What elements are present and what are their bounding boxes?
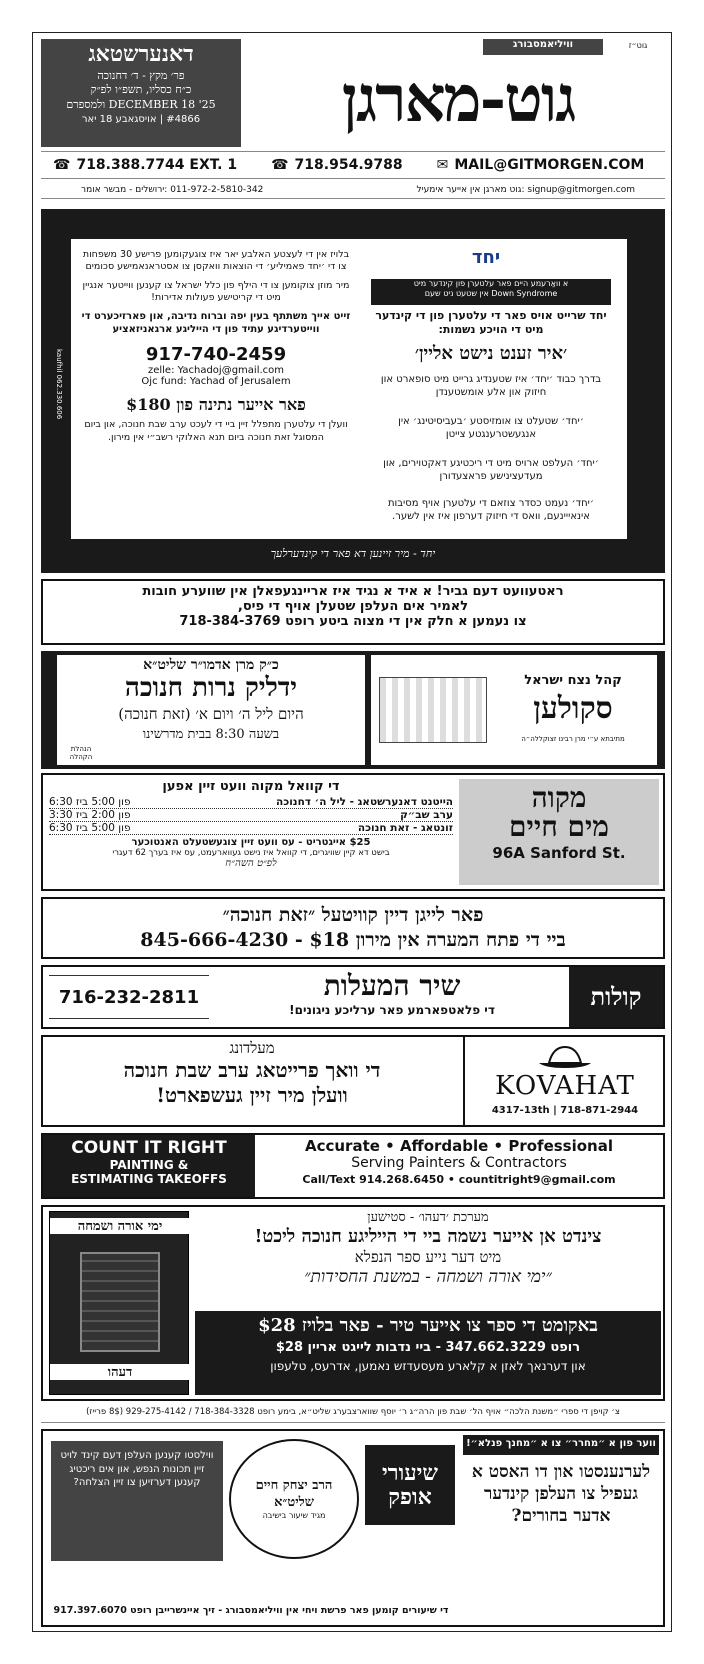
fax-icon: ☎ [271,157,289,173]
phone-secondary[interactable]: 718.954.9788 [294,157,403,173]
book-cover-title: ימי אורה ושמחה [50,1218,190,1234]
yachad-ojc: Ojc fund: Yachad of Jerusalem [141,376,291,388]
yachad-point-3: ׳יחד׳ העלפט ארויס מיט די ריכטיגע דאקטוירים, און מעדעצינישע פראצעדורן [383,458,599,482]
shiurim-question: לערנענסטו און דו האסט א געפיל צו העלפן קינדער אדער בחורים? [471,1462,651,1527]
yachad-left-text-3: זייט אייך משתתף בעין יפה וברוח נדיבה, און פארזיכערט די ווייטערדיגע עתיד פון די הייליגע ארגאניזאציע [81,311,351,336]
yachad-point-4: ׳יחד׳ נעמט כסדר צוזאם די עלטערן אויף מסיבות אינאייינעם, וואס די חיזוק דערפון איז אין לשער. [387,498,595,522]
yachad-slogan: ׳איר זענט נישט אליין׳ [414,343,568,364]
count-subtitle-1: PAINTING & [109,1158,189,1172]
mikva-note-2: בישט דא קיין שוויגרים, די קוואל איז נישט געווארעמט, עס איז בערך 62 דעגרי [112,848,390,858]
shir-content [219,969,565,1017]
rav-title: מגיד שיעור בישיבה [262,1510,326,1520]
issue-number: #4866 | אויסגאבע 18 יאר [81,113,201,125]
mishnas-halacha-strip: צ׳ קויפן די ספרי ״משנת הלכה״ אויף הל׳ שבת פון הרה״ג ר׳ יוסף שווארצבערג שליט״א, בימע רופט 718-384-3328 / 929-275-4142 (8$ פרייז) [41,1407,665,1423]
yachad-logo: יחד [471,246,501,268]
mikva-logo-block [459,779,659,885]
kovahat-address: 4317-13th | 718-871-2944 [491,1105,639,1116]
hat-icon [535,1043,595,1069]
count-title: COUNT IT RIGHT [71,1138,227,1158]
israel-contact: 011-972-2-5810-342 :ירושלים - מבשר אומר [81,184,264,195]
mikva-row: פון 2:00 ביז 3:30 ערב שב״ק [49,809,453,821]
book-content [195,1209,661,1287]
rav-name: הרב יצחק חיים שליט״א [255,1478,333,1510]
yachad-left-column [81,249,351,539]
ad-yachad [41,209,665,573]
count-subtitle-2: ESTIMATING TAKEOFFS [71,1172,227,1186]
book-head: מערכת ׳דעהו׳ - סטישען [367,1210,489,1225]
book-order-bar [195,1311,661,1395]
shir-phone-box [49,975,209,1019]
yachad-inner [55,239,627,539]
ad-rescue-gvir [41,579,665,645]
yachad-left-text-1: בלויז אין די לעצטע האלבע יאר איז צוגעקומען פרישע 30 משפחות צו די ׳יחד פאמיליע׳ די הוצאות וואקסן צו אסטראנאמישע סכומים [82,249,350,273]
skulen-kahal: קהל נצח ישראל [524,673,622,688]
newspaper-logo: גוט-מארגן [341,61,575,137]
mail-icon: ✉ [436,157,449,173]
kovahat-notice [47,1039,457,1108]
rescue-line-1: ראטעוועט דעם גביר! א איד א נגיד איז אריינגעפאלן אין שווערע חובות [142,584,564,599]
shiurim-question-head: ווער פון א ״מחרר״ צו א ״מחנך פנלא״! [463,1435,659,1455]
yachad-intro: יחד שרייט אויס פאר די עלטערן פון די קינדער מיט די הויכע נשמות: [375,309,607,336]
date-block [41,39,241,147]
skulen-subtitle: מתיבתא ע״י מרן רבינו זצוקללה״ה [521,735,625,743]
yachad-side-credit: kaufhil 062.330.606 [55,349,63,420]
count-serving: Serving Painters & Contractors [351,1155,567,1171]
book-line-1: צינדט אן אייער נשמה ביי די הייליגע חנוכה ליכט! [254,1226,602,1247]
masthead-small-label: גוט״ז [628,41,648,50]
shiurim-logo: שיעורי אופק [365,1445,455,1525]
count-tagline: Accurate • Affordable • Professional [304,1137,613,1155]
rav-emblem [229,1439,359,1559]
skulen-logo-block [371,655,657,765]
book-line-2: מיט דער נייע ספר הנפלא [354,1248,502,1267]
weekday: דאנערשטאג [88,41,194,67]
mikva-name-1: מקוה [531,781,587,814]
rescue-line-2: לאמיר אים העלפן שטעלן אויף די פיס, [237,598,469,614]
kovahat-notice-line-1: די וואך פרייטאג ערב שבת חנוכה [123,1058,381,1082]
mikva-row: פון 5:00 ביז 6:30 הייטנט דאנערשטאג - ליל ה׳ דחנוכה [49,796,453,808]
count-contact[interactable]: Call/Text 914.268.6450 • countitright9@gmail.com [302,1173,616,1186]
book-call[interactable]: רופט 347.662.3229 - ביי נדבות לייגט אריין $28 [275,1340,581,1355]
building-illustration [379,677,487,743]
sub-contact-bar [41,181,665,199]
ad-kovahat [41,1035,665,1127]
shir-phone[interactable]: 716-232-2811 [58,986,200,1008]
yachad-right-column [361,239,621,539]
ad-kvittel [41,897,665,959]
kovahat-notice-head: מעלדונג [229,1039,275,1057]
kovahat-brand: KOVAHAT [495,1071,635,1101]
ad-mikva [41,773,665,891]
skulen-announcement [57,655,365,765]
hebrew-date: פר׳ מקץ - ד׳ דחנוכה כ״ח כסליו, תשפ״ו לפ״ק DECEMBER 18 '25 ולמספרם [66,69,216,111]
skulen-seal: הנהלת הקהלה [69,745,93,761]
shiurim-side-text: ווילסטו קענען העלפן דעם קינד לויט זיין תכונות הנפש, און אים ריכטיג קענען דערזיען צו זיין הצלחה? [60,1450,214,1488]
mikva-address: 96A Sanford St. [492,843,626,862]
yachad-zelle[interactable]: zelle: Yachadoj@gmail.com [147,365,285,377]
book-cover [49,1211,189,1395]
yachad-bottom-text: וועלן די עלטערן מתפלל זיין ביי די לעכט ערב שבת חנוכה, און ביום המסוגל זאת חנוכה ביום תנא האלוקי רשב״י אין מירון. [84,419,348,443]
yachad-point-2: ׳יחד׳ שטעלט צו אומזיסטע ׳בעביסיטינג׳ אין אנגעשטרענגטע צייטן [398,416,584,440]
kolos-logo: קולות [569,967,663,1027]
newspaper-page [32,32,672,1632]
edition-tag: וויליאמסבורג [483,39,603,55]
contact-bar [41,151,665,179]
kovahat-notice-line-2: וועלן מיר זיין געשפארט! [156,1083,348,1107]
email-link[interactable]: MAIL@GITMORGEN.COM [454,157,645,173]
ad-shir-hamaalos [41,965,665,1029]
skulen-day: היום ליל ה׳ ויום א׳ (זאת חנוכה) [118,704,304,723]
ad-shiurei-ofek [41,1429,665,1627]
skulen-name: סקולען [533,691,613,726]
shiurim-side-box [51,1441,223,1561]
count-details [259,1137,659,1186]
ad-skulen [41,651,665,769]
book-line-3: ״ימי אורה ושמחה - במשנת החסידות״ [304,1267,552,1288]
phone-icon: ☎ [53,157,71,173]
skulen-rebbe: כ״ק מרן אדמו״ר שליט״א [143,657,279,673]
book-note: און דערנאך לאזן א קלארע מעסעדזש נאמען, אדרעס, טלעפון [270,1359,586,1373]
book-order: באקומט די ספר צו אייער טיר - פאר בלויז $28 [258,1315,598,1336]
ad-book-dehu [41,1205,665,1401]
skulen-time: בשעה 8:30 בבית מדרשינו [142,726,280,742]
count-it-right-logo [43,1135,255,1197]
kvittel-line-1: פאר לייגן דיין קוויטעל ״זאת חנוכה״ [222,904,484,926]
phone-main[interactable]: 718.388.7744 EXT. 1 [76,157,238,173]
mikva-schedule [49,779,453,885]
yachad-price: פאר אייער נתינה פון $180 [126,395,306,415]
book-cover-bottom: דעהו [50,1364,190,1380]
skulen-headline: ידליק נרות חנוכה [124,673,298,703]
signup-email[interactable]: signup@gitmorgen.com :גוט מארגן אין אייער אימעיל [416,184,635,195]
yachad-phone[interactable]: 917-740-2459 [145,344,287,366]
kovahat-logo-block [463,1037,663,1125]
yachad-header: א וואַרעמע היים פאר עלטערן פון קינדער מיט Down Syndrome אין שטעט ניט שעם [371,279,611,305]
mikva-heading: די קוואל מקוה וועט זיין אפען [162,779,340,794]
book-spine-art [80,1252,160,1352]
yachad-left-text-2: מיר מוזן צוקומען צו די הילף פון כלל ישראל צו קענען ווייטער אנגיין מיט די קריטישע פעולות אדירות! [82,279,350,304]
yachad-footer: יחד - מיר זיינען דא פאר די קינדערלעך [270,547,436,560]
ad-count-it-right [41,1133,665,1199]
mikva-signature: לפ״ט השה״ח [225,858,277,869]
rescue-line-3: צו נעמען א חלק אין די מצוה ביטע רופט 718-384-3769 [179,613,527,629]
kvittel-line-2[interactable]: ביי די פתח המערה אין מירון $18 - 845-666-4230 [140,928,566,951]
mikva-name-2: מים חיים [509,810,609,844]
shir-title: שיר המעלות [323,969,461,1002]
mikva-row: פון 5:00 ביז 6:30 זונטאג - זאת חנוכה [49,822,453,834]
shir-subtitle: די פלאטפארמע פאר ערליכע ניגונים! [289,1003,495,1017]
shiurim-bottom[interactable]: די שיעורים קומען פאר פרשת ויחי אין וויליאמסבורג - זיך איינשרייבן רופט 917.397.6070 [53,1605,449,1616]
mikva-note-1: $25 אייגטריט - עס וועט זיין צוגעשטעלט האנטוכער [131,837,371,848]
yachad-point-1: בדרך כבוד ׳יחד׳ איז שטענדיג גרייט מיט סופארט און חיזוק און אלע אומשטענדן [380,374,602,398]
